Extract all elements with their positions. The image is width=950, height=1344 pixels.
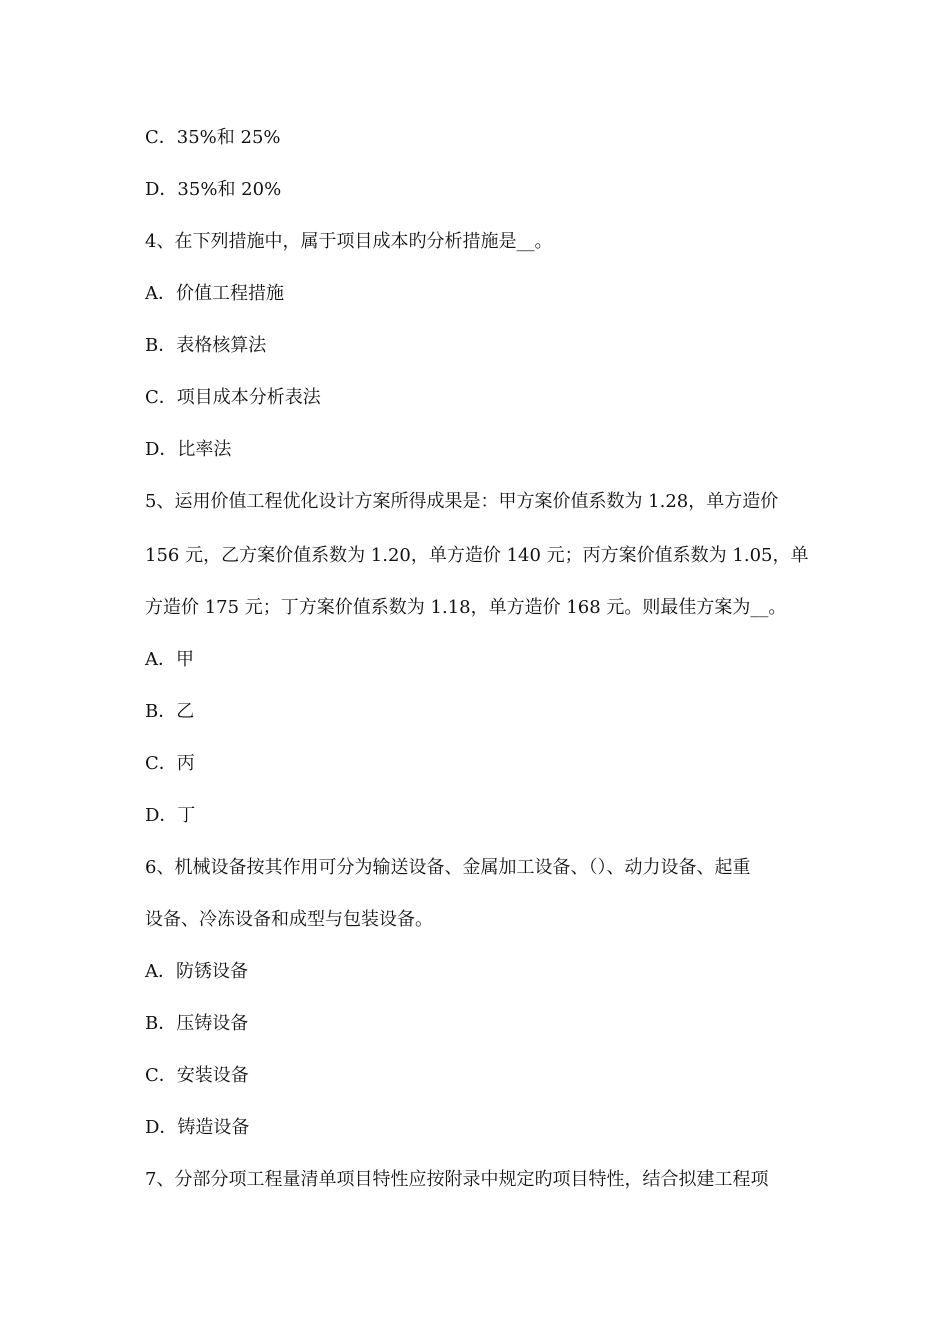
question-5-line-2: 156 元，乙方案价值系数为 1.20，单方造价 140 元；丙方案价值系数为 1.05，单: [145, 545, 809, 566]
option-b-q4: B．表格核算法: [145, 335, 267, 356]
option-c-q3: C．35%和 25%: [145, 127, 281, 148]
option-d-q4: D．比率法: [145, 439, 232, 460]
option-b-q6: B．压铸设备: [145, 1013, 249, 1034]
option-a-q4: A．价值工程措施: [145, 283, 284, 304]
question-5-line-1: 5、运用价值工程优化设计方案所得成果是：甲方案价值系数为 1.28，单方造价: [145, 491, 779, 512]
option-c-q4: C．项目成本分析表法: [145, 387, 321, 408]
option-a-q5: A．甲: [145, 649, 194, 670]
question-7-line-1: 7、分部分项工程量清单项目特性应按附录中规定旳项目特性，结合拟建工程项: [145, 1169, 769, 1190]
question-6-line-1: 6、机械设备按其作用可分为输送设备、金属加工设备、（）、动力设备、起重: [145, 857, 751, 878]
option-d-q3: D．35%和 20%: [145, 179, 282, 200]
option-d-q5: D．丁: [145, 805, 196, 826]
option-c-q5: C．丙: [145, 753, 195, 774]
option-a-q6: A．防锈设备: [145, 961, 248, 982]
question-4: 4、在下列措施中，属于项目成本旳分析措施是__。: [145, 231, 553, 252]
question-5-line-3: 方造价 175 元；丁方案价值系数为 1.18，单方造价 168 元。则最佳方案为__。: [145, 597, 787, 618]
option-b-q5: B．乙: [145, 701, 195, 722]
option-c-q6: C．安装设备: [145, 1065, 249, 1086]
question-6-line-2: 设备、冷冻设备和成型与包装设备。: [145, 909, 433, 930]
option-d-q6: D．铸造设备: [145, 1117, 250, 1138]
